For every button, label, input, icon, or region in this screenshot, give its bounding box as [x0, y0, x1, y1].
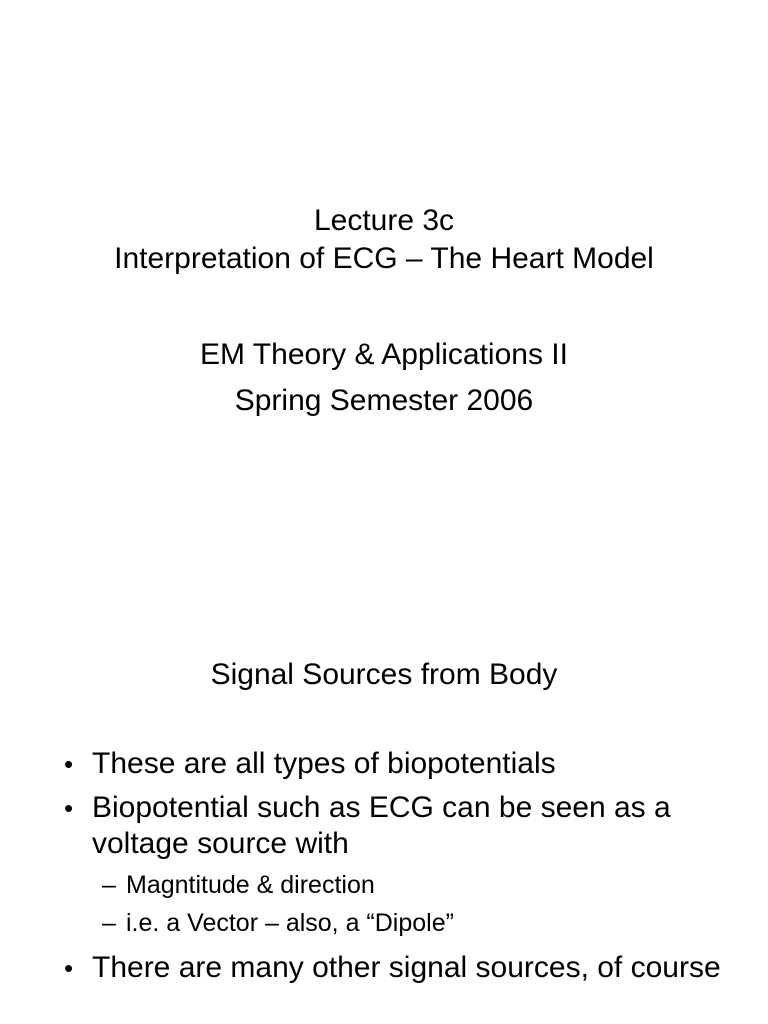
- sub-bullet-text: Magntitude & direction: [126, 871, 375, 899]
- lecture-topic: Interpretation of ECG – The Heart Model: [114, 242, 654, 275]
- dash-icon: –: [102, 909, 116, 937]
- content-slide: [0, 520, 768, 1024]
- sub-bullet-list: [92, 866, 744, 942]
- sub-bullet-item: [102, 866, 744, 904]
- sub-bullet-text: i.e. a Vector – also, a “Dipole”: [126, 909, 454, 937]
- bullet-text: There are many other signal sources, of course: [92, 951, 721, 984]
- bullet-item: [64, 950, 744, 986]
- bullet-text: These are all types of biopotentials: [92, 747, 556, 780]
- content-slide-title: Signal Sources from Body: [210, 658, 558, 691]
- course-name: EM Theory & Applications II: [200, 338, 568, 371]
- bullet-dot-icon: •: [64, 793, 74, 823]
- slide-title: [0, 202, 768, 278]
- sub-bullet-item: [102, 904, 744, 942]
- bullet-dot-icon: •: [64, 749, 74, 779]
- bullet-list: [64, 746, 744, 994]
- semester: Spring Semester 2006: [234, 384, 534, 417]
- bullet-text: Biopotential such as ECG can be seen as a voltage source with: [92, 791, 671, 860]
- bullet-dot-icon: •: [64, 953, 74, 983]
- lecture-number: Lecture 3c: [313, 204, 455, 237]
- slide-subtitle: [0, 332, 768, 424]
- bullet-item: [64, 790, 744, 942]
- bullet-item: [64, 746, 744, 782]
- dash-icon: –: [102, 871, 116, 899]
